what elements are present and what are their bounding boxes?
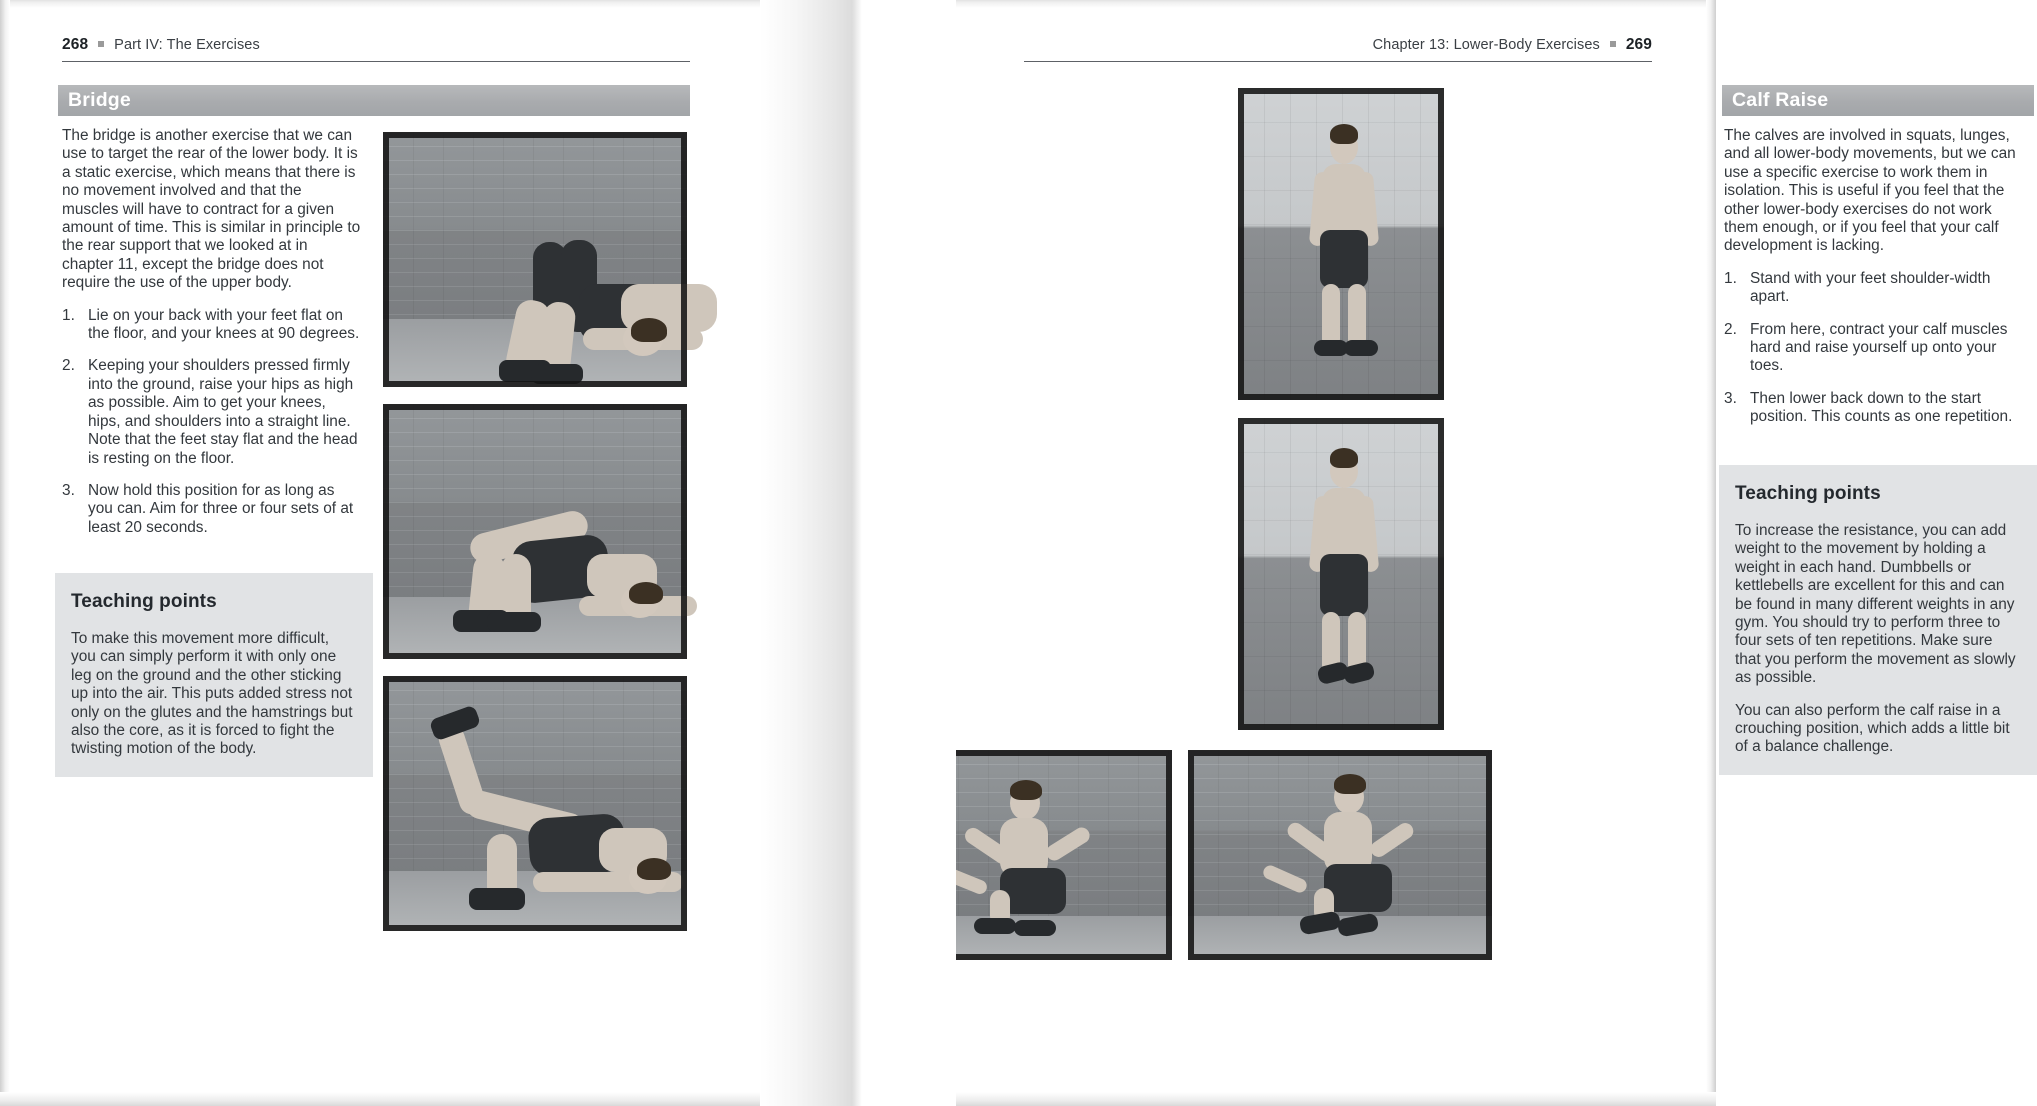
- left-header-rule: [62, 61, 690, 62]
- bridge-start-position-photo: [383, 132, 687, 387]
- calf-raise-section-title-bar: [1722, 85, 2034, 116]
- bridge-section-title: Bridge: [68, 89, 131, 111]
- page-bottom-edge: [0, 1092, 1716, 1106]
- calf-raise-crouch-start-photo: [868, 750, 1172, 960]
- right-folio: 269: [1625, 36, 1652, 53]
- calf-raise-teaching-points-heading: Teaching points: [1735, 483, 1881, 504]
- bridge-step-3: Now hold this position for as long as you can. Aim for three or four sets of at least 20 seconds.: [88, 481, 354, 536]
- calf-raise-on-toes-photo: [1238, 418, 1444, 730]
- left-folio: 268: [62, 36, 89, 53]
- calf-raise-teaching-points-paragraph-1: To increase the resistance, you can add weight to the movement by holding a weight in each hand. Dumbbells or kettlebells are excellent for this and can be found in many different weights in any gym. You should try to perform three to four sets of ten repetitions. Make sure that you perform the movement as slowly as possible.: [1735, 522, 2016, 687]
- calf-raise-intro-paragraph: The calves are involved in squats, lunges, and all lower-body movements, but we can use a specific exercise to work them in isolation. This is useful if you feel that the other lower-body exercises do not work them enough, or if you feel that your calf development is lacking.: [1724, 127, 2016, 255]
- bridge-step-2: Keeping your shoulders pressed firmly into the ground, raise your hips as high as possible. Aim to get your knees, hips, and shoulders into a straight line. Note that the feet stay flat and the head is resting on the floor.: [88, 357, 358, 467]
- left-running-head-label: Part IV: The Exercises: [114, 37, 260, 53]
- right-page: [858, 0, 2016, 1106]
- bridge-teaching-points-paragraph-1: To make this movement more difficult, you can simply perform it with only one leg on the ground and the other sticking up into the air. This puts added stress not only on the glutes and the hamstrings but also the core, as it is forced to fight the twisting motion of the body.: [71, 630, 353, 758]
- bridge-teaching-points-heading: Teaching points: [71, 591, 217, 612]
- bridge-intro-paragraph: The bridge is another exercise that we can use to target the rear of the lower body. It is a static exercise, which means that there is no movement involved and that the muscles will have to contract for a given amount of time. This is similar in principle to the rear support that we looked at in chapter 11, except the bridge does not require the use of the upper body.: [62, 127, 361, 292]
- calf-raise-step-1: Stand with your feet shoulder-width apart.: [1750, 269, 1991, 306]
- right-running-head: [1373, 36, 1652, 54]
- calf-raise-standing-photo: [1238, 88, 1444, 400]
- bridge-single-leg-photo: [383, 676, 687, 931]
- calf-raise-teaching-points-paragraph-2: You can also perform the calf raise in a crouching position, which adds a little bit of a balance challenge.: [1735, 701, 2010, 756]
- left-text-column: [62, 127, 362, 551]
- calf-raise-teaching-points-box: [1719, 465, 2037, 775]
- left-page: [0, 0, 858, 1106]
- square-bullet-icon: [1610, 41, 1616, 47]
- right-header-rule: [1024, 61, 1652, 62]
- bridge-raised-hips-photo: [383, 404, 687, 659]
- bridge-teaching-points-box: [55, 573, 373, 777]
- calf-raise-crouch-raised-photo: [1188, 750, 1492, 960]
- calf-raise-step-3: Then lower back down to the start position. This counts as one repetition.: [1750, 389, 2013, 426]
- bridge-section-title-bar: [58, 85, 690, 116]
- calf-raise-section-title: Calf Raise: [1732, 89, 1829, 111]
- left-running-head: [62, 36, 260, 54]
- square-bullet-icon: [98, 41, 104, 47]
- right-text-column: [1724, 127, 2024, 441]
- bridge-step-1: Lie on your back with your feet flat on the floor, and your knees at 90 degrees.: [88, 306, 360, 343]
- calf-raise-step-2: From here, contract your calf muscles hard and raise yourself up onto your toes.: [1750, 320, 2008, 375]
- bridge-steps-list: [62, 307, 362, 537]
- calf-raise-steps-list: [1724, 270, 2024, 427]
- right-running-head-label: Chapter 13: Lower-Body Exercises: [1372, 37, 1600, 53]
